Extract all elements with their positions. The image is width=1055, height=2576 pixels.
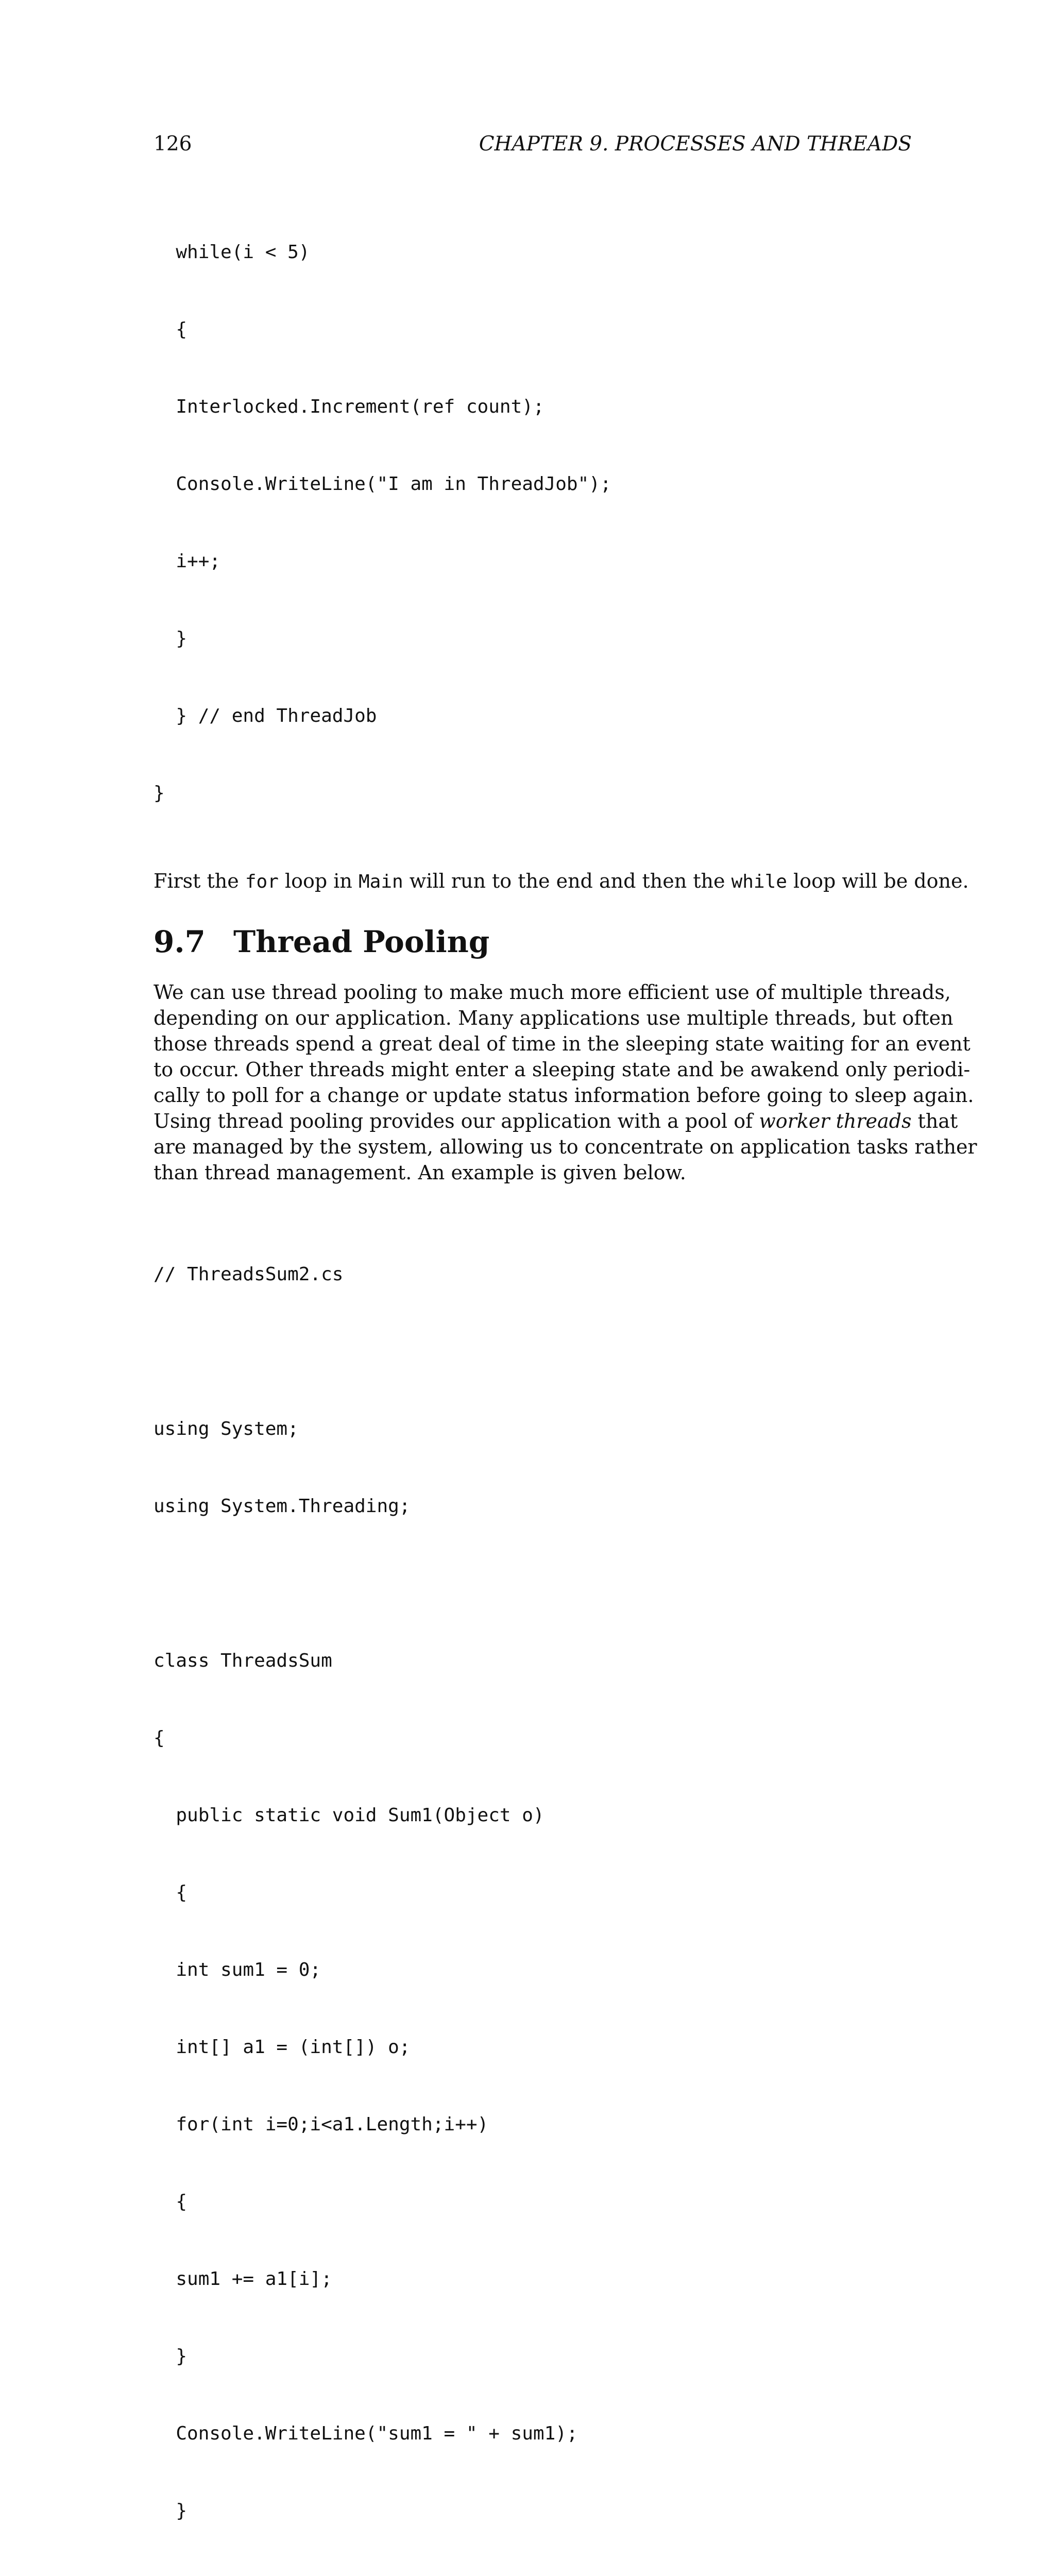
code-line — [154, 1339, 912, 1365]
paragraph-line: depending on our application. Many applications use multiple threads, but often — [154, 1007, 954, 1029]
code-line: i++; — [154, 551, 221, 572]
code-line: { — [154, 2191, 188, 2212]
page — [154, 129, 977, 2576]
text-run: will run to the end and then the — [403, 870, 731, 892]
code-line — [154, 2575, 912, 2576]
text-run: loop will be done. — [787, 870, 969, 892]
paragraph-line: are managed by the system, allowing us to concentrate on application tasks rather — [154, 1136, 977, 1158]
body-paragraph — [154, 979, 977, 1185]
code-line: } — [154, 2346, 188, 2367]
code-line: { — [154, 1882, 188, 1903]
intro-paragraph — [154, 868, 969, 895]
code-line: while(i < 5) — [154, 242, 310, 263]
paragraph-line: cally to poll for a change or update status information before going to sleep again. — [154, 1084, 974, 1107]
code-line: for(int i=0;i<a1.Length;i++) — [154, 2114, 489, 2135]
emphasis-text: worker threads — [759, 1110, 912, 1132]
code-line — [154, 1571, 912, 1597]
code-line: Console.WriteLine("sum1 = " + sum1); — [154, 2423, 578, 2444]
code-line: } — [154, 628, 188, 649]
code-line: { — [154, 1727, 165, 1749]
paragraph-line: to occur. Other threads might enter a sleeping state and be awakend only periodi- — [154, 1058, 971, 1081]
text-run: loop in — [278, 870, 359, 892]
code-line: using System.Threading; — [154, 1496, 411, 1517]
code-line: sum1 += a1[i]; — [154, 2268, 332, 2290]
code-line: int[] a1 = (int[]) o; — [154, 2037, 411, 2058]
code-line: } — [154, 2500, 188, 2521]
code-line: public static void Sum1(Object o) — [154, 1805, 544, 1826]
section-heading — [154, 924, 912, 960]
code-line: } — [154, 783, 165, 804]
inline-code: Main — [359, 871, 403, 892]
paragraph-line: those threads spend a great deal of time in the sleeping state waiting for an event — [154, 1032, 971, 1055]
code-line: class ThreadsSum — [154, 1650, 332, 1671]
section-title: Thread Pooling — [233, 924, 490, 959]
paragraph-line: We can use thread pooling to make much more efficient use of multiple threads, — [154, 981, 951, 1004]
running-header — [154, 129, 912, 160]
inline-code: for — [245, 871, 279, 892]
code-listing-bottom — [154, 1210, 912, 2576]
paragraph-line: than thread management. An example is given below. — [154, 1161, 686, 1184]
code-line: Interlocked.Increment(ref count); — [154, 396, 544, 417]
text-run: that — [911, 1110, 958, 1132]
inline-code: while — [731, 871, 787, 892]
code-line: Console.WriteLine("I am in ThreadJob"); — [154, 473, 611, 495]
code-line: { — [154, 319, 188, 340]
code-line: } // end ThreadJob — [154, 705, 377, 726]
page-number: 126 — [154, 132, 192, 156]
text-run: First the — [154, 870, 245, 892]
code-line: using System; — [154, 1418, 299, 1439]
code-line: // ThreadsSum2.cs — [154, 1264, 344, 1285]
text-run: Using thread pooling provides our application with a pool of — [154, 1110, 759, 1132]
section-number: 9.7 — [154, 924, 206, 959]
paragraph-line — [154, 1108, 958, 1134]
chapter-title: CHAPTER 9. PROCESSES AND THREADS — [479, 132, 912, 156]
code-listing-top — [154, 188, 912, 858]
code-line: int sum1 = 0; — [154, 1959, 321, 1980]
